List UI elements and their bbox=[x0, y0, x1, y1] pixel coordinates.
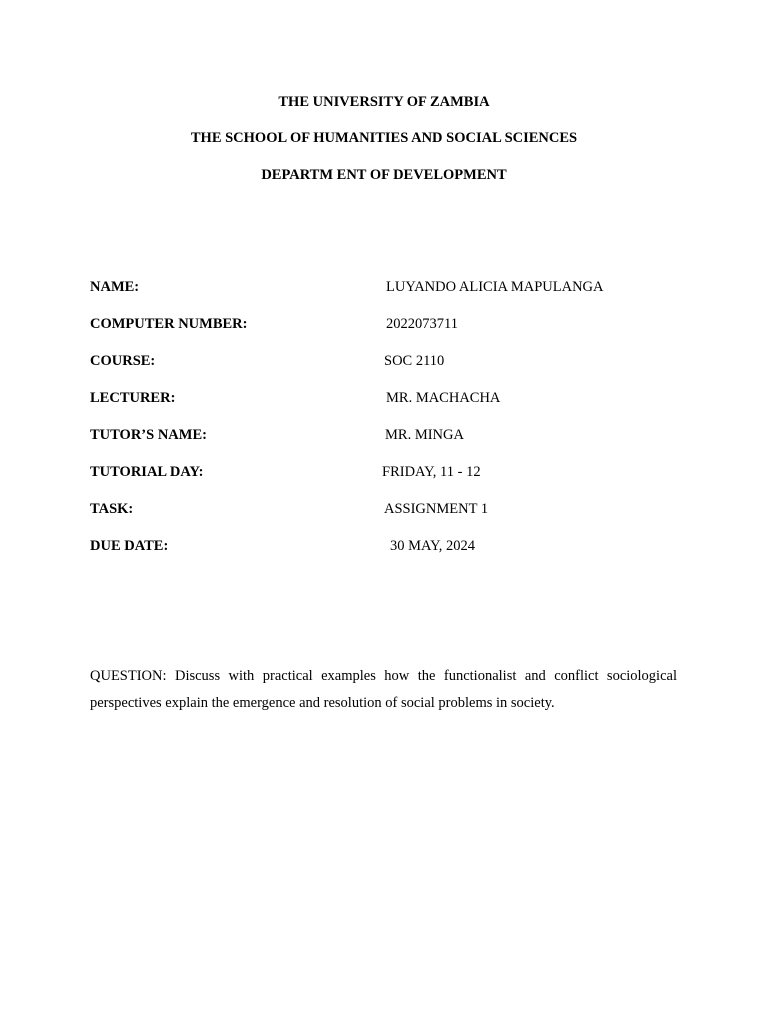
name-label: NAME: bbox=[90, 279, 140, 295]
tutor-name-label: TUTOR’S NAME: bbox=[90, 427, 207, 443]
course-label: COURSE: bbox=[90, 353, 156, 369]
info-row-lecturer bbox=[90, 389, 690, 407]
info-row-computer-number bbox=[90, 315, 690, 333]
lecturer-label: LECTURER: bbox=[90, 390, 176, 406]
due-date-value: 30 MAY, 2024 bbox=[390, 538, 476, 554]
school-heading: THE SCHOOL OF HUMANITIES AND SOCIAL SCIENCES bbox=[190, 130, 578, 146]
info-row-task bbox=[90, 500, 690, 518]
info-row-tutorial-day bbox=[90, 463, 690, 481]
tutorial-day-value: FRIDAY, 11 - 12 bbox=[382, 464, 481, 480]
department-heading: DEPARTM ENT OF DEVELOPMENT bbox=[261, 167, 507, 183]
task-value: ASSIGNMENT 1 bbox=[384, 501, 489, 517]
info-row-due-date bbox=[90, 537, 690, 555]
due-date-label: DUE DATE: bbox=[90, 538, 169, 554]
tutor-name-value: MR. MINGA bbox=[385, 427, 464, 443]
university-heading: THE UNIVERSITY OF ZAMBIA bbox=[278, 94, 490, 110]
name-value: LUYANDO ALICIA MAPULANGA bbox=[386, 279, 604, 295]
computer-number-label: COMPUTER NUMBER: bbox=[90, 316, 248, 332]
lecturer-value: MR. MACHACHA bbox=[386, 390, 501, 406]
info-row-name bbox=[90, 278, 690, 296]
task-label: TASK: bbox=[90, 501, 134, 517]
info-row-tutor-name bbox=[90, 426, 690, 444]
computer-number-value: 2022073711 bbox=[386, 316, 458, 332]
course-value: SOC 2110 bbox=[384, 353, 445, 369]
assignment-question: QUESTION: Discuss with practical examples how the functionalist and conflict sociological perspectives explain the emergence and resolution of social problems in society. bbox=[90, 667, 677, 711]
tutorial-day-label: TUTORIAL DAY: bbox=[90, 464, 204, 480]
info-row-course bbox=[90, 352, 690, 370]
